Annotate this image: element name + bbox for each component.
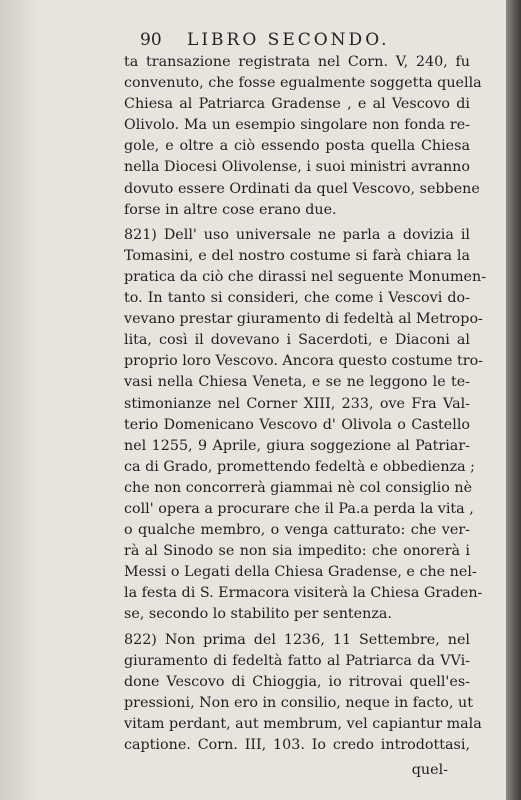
- catchword: quel-: [411, 762, 448, 779]
- text-line: ta transazione registrata nel Corn. V, 240, fu: [124, 54, 470, 70]
- text-line: la festa di S. Ermacora visiterà la Chiesa Graden-: [124, 585, 483, 602]
- text-line: terio Domenicano Vescovo d' Olivola o Castello: [124, 416, 470, 433]
- paragraph: [124, 52, 482, 221]
- text-line: pressioni, Non ero in consilio, neque in facto, ut: [124, 694, 473, 711]
- text-line: giuramento di fedeltà fatto al Patriarca da VVi-: [124, 652, 470, 669]
- text-line: Tomasini, e del nostro costume si farà chiara la: [124, 247, 470, 264]
- text-line: vitam perdant, aut membrum, vel capiantur mala: [124, 715, 482, 732]
- text-line: Chiesa al Patriarca Gradense , e al Vescovo di: [124, 96, 470, 113]
- text-line: done Vescovo di Chioggia, io ritrovai quell'es-: [124, 673, 470, 690]
- paragraph: [124, 630, 482, 757]
- text-line: proprio loro Vescovo. Ancora questo costume tro-: [124, 353, 484, 370]
- page-number: 90: [140, 30, 162, 50]
- running-title: LIBRO SECONDO.: [187, 30, 390, 50]
- text-line: coll' opera a procurare che il Pa.a perda la vita ,: [124, 500, 474, 517]
- text-line: convenuto, che fosse egualmente soggetta quella: [124, 75, 482, 92]
- text-line: Olivolo. Ma un esempio singolare non fonda re-: [124, 117, 470, 134]
- text-line: dovuto essere Ordinati da quel Vescovo, sebbene: [124, 180, 480, 197]
- text-line: stimonianze nel Corner XIII, 233, ove Fra Val-: [124, 395, 470, 412]
- text-line: se, secondo lo stabilito per sentenza.: [124, 606, 392, 623]
- text-line: che non concorrerà giammai nè col consiglio nè: [124, 479, 473, 496]
- paragraph: [124, 225, 487, 626]
- text-line: 821) Dell' uso universale ne parla a dovizia il: [124, 226, 470, 243]
- text-line: ca di Grado, promettendo fedeltà e obbedienza ;: [124, 458, 475, 475]
- text-line: 822) Non prima del 1236, 11 Settembre, nel: [124, 631, 470, 648]
- page-edge-shadow: [506, 0, 521, 800]
- text-line: vasi nella Chiesa Veneta, e se ne leggono le te-: [124, 374, 470, 391]
- text-line: Messi o Legati della Chiesa Gradense, e che nel-: [124, 564, 477, 581]
- text-line: rà al Sinodo se non sia impedito: che onorerà i: [124, 543, 470, 560]
- text-line: nel 1255, 9 Aprile, giura soggezione al Patriar-: [124, 437, 470, 454]
- text-line: gole, e oltre a ciò essendo posta quella Chiesa: [124, 138, 470, 155]
- text-line: to. In tanto si consideri, che come i Vescovi do-: [124, 290, 470, 307]
- running-head: [140, 30, 440, 50]
- text-line: forse in altre cose erano due.: [124, 201, 337, 218]
- spine-shadow: [0, 0, 40, 800]
- text-line: lita, così il dovevano i Sacerdoti, e Diaconi al: [124, 332, 470, 349]
- text-line: o qualche membro, o venga catturato: che ver-: [124, 522, 470, 539]
- body-text: [124, 52, 487, 781]
- text-line: pratica da ciò che dirassi nel seguente Monumen-: [124, 268, 487, 285]
- text-line: captione. Corn. III, 103. Io credo introdottasi,: [124, 737, 470, 753]
- text-line: vevano prestar giuramento di fedeltà al Metropo-: [124, 311, 483, 328]
- text-line: nella Diocesi Olivolense, i suoi ministri avranno: [124, 159, 470, 176]
